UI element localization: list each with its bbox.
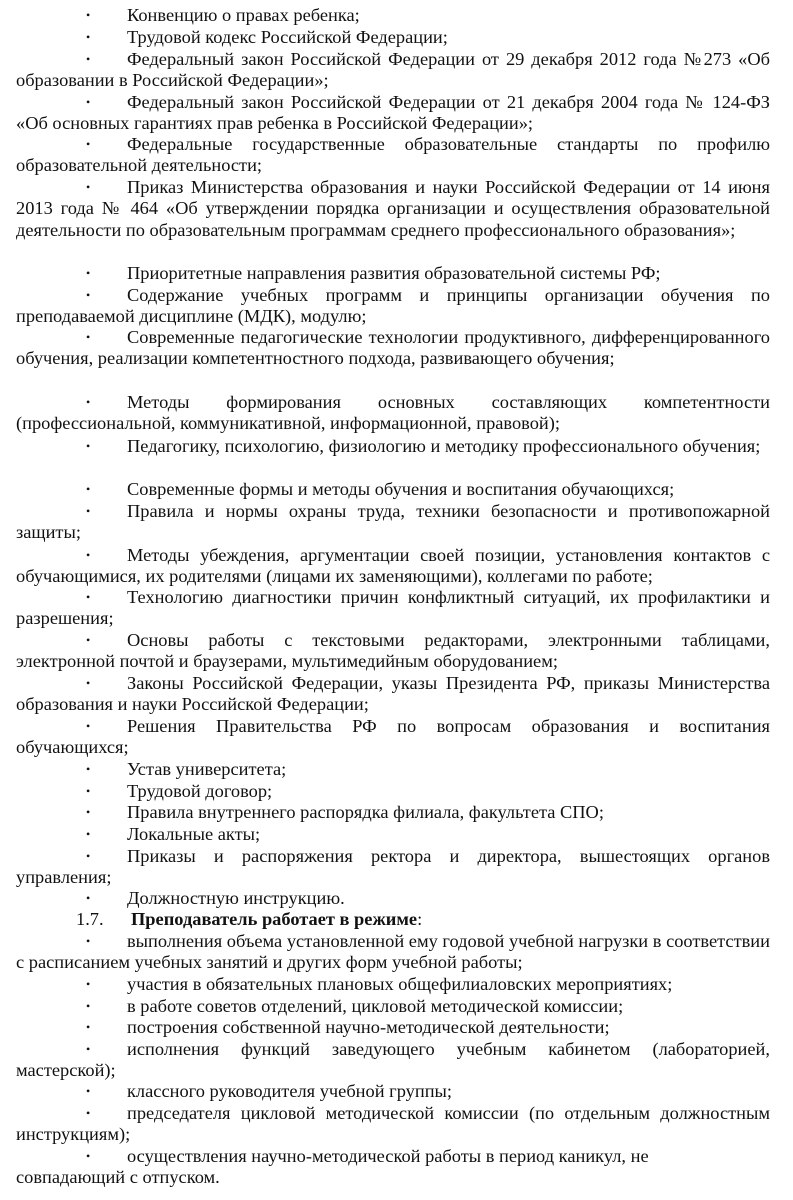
list-item [16, 802, 770, 823]
bullet-icon: • [86, 52, 91, 66]
bullet-icon: • [86, 266, 91, 280]
list-item [16, 479, 770, 500]
list-item-text: классного руководителя учебной группы; [127, 1081, 452, 1101]
bullet-icon: • [86, 1149, 91, 1163]
list-item [16, 888, 770, 909]
list-item-text: Методы формирования основных составляющих компетентности (профессиональной, коммуникативной, информационной, правовой); [16, 392, 770, 434]
bullet-icon: • [86, 590, 91, 604]
bullet-icon: • [86, 676, 91, 690]
list-item-text: Локальные акты; [127, 824, 261, 844]
list-item-text: Приказ Министерства образования и науки Российской Федерации от 14 июня 2013 года № 464 «Об утверждении порядка организации и осуществления образовательной деятельности по образовательным программам среднего профессионального образования»; [16, 177, 770, 240]
list-item-text: построения собственной научно-методической деятельности; [127, 1017, 610, 1037]
section-title: Преподаватель работает в режиме [131, 909, 418, 929]
list-item-text: Приоритетные направления развития образовательной системы РФ; [127, 263, 661, 283]
list-item-text: участия в обязательных плановых общефилиаловских мероприятиях; [127, 974, 673, 994]
list-item [16, 974, 770, 995]
list-item [16, 177, 770, 241]
bullet-icon: • [86, 891, 91, 905]
list-item-text: Устав университета; [127, 759, 287, 779]
bullet-icon: • [86, 827, 91, 841]
bullet-icon: • [86, 977, 91, 991]
list-item-text: Должностную инструкцию. [127, 888, 345, 908]
list-item [16, 931, 770, 974]
list-item [16, 5, 770, 26]
list-item-text: Федеральный закон Российской Федерации от 29 декабря 2012 года №273 «Об образовании в Российской Федерации»; [16, 49, 770, 91]
list-item [16, 846, 770, 889]
list-item [16, 673, 770, 716]
list-item-text: Правила и нормы охраны труда, техники безопасности и противопожарной защиты; [16, 501, 770, 543]
list-item [16, 1081, 770, 1102]
bullet-icon: • [86, 849, 91, 863]
list-item-text: Основы работы с текстовыми редакторами, электронными таблицами, электронной почтой и браузерами, мультимедийным оборудованием; [16, 630, 770, 672]
bullet-icon: • [86, 1042, 91, 1056]
bullet-icon: • [86, 1106, 91, 1120]
list-item-text: Законы Российской Федерации, указы Президента РФ, приказы Министерства образования и науки Российской Федерации; [16, 673, 770, 715]
list-item-text: председателя цикловой методической комиссии (по отдельным должностным инструкциям); [16, 1103, 770, 1145]
list-item [16, 996, 770, 1017]
list-item [16, 27, 770, 48]
list-item [16, 587, 770, 630]
list-item [16, 824, 770, 845]
bullet-icon: • [86, 1020, 91, 1034]
bullet-icon: • [86, 395, 91, 409]
bullet-icon: • [86, 330, 91, 344]
bullet-icon: • [86, 805, 91, 819]
list-item [16, 545, 770, 588]
list-item-text: исполнения функций заведующего учебным кабинетом (лабораторией, мастерской); [16, 1039, 770, 1081]
section-number: 1.7. [76, 909, 104, 929]
bullet-icon: • [86, 633, 91, 647]
list-item-text: осуществления научно-методической работы в период каникул, не совпадающий с отпуском. [16, 1146, 649, 1188]
bullet-icon: • [86, 180, 91, 194]
list-item [16, 1146, 716, 1189]
bullet-icon: • [86, 30, 91, 44]
list-item-text: Федеральные государственные образовательные стандарты по профилю образовательной деятельности; [16, 134, 770, 176]
bullet-icon: • [86, 999, 91, 1013]
list-item-text: Педагогику, психологию, физиологию и методику профессионального обучения; [127, 436, 761, 456]
list-item [16, 392, 770, 435]
list-item [16, 1039, 770, 1082]
bullet-icon: • [86, 439, 91, 453]
bullet-icon: • [86, 95, 91, 109]
bullet-icon: • [86, 934, 91, 948]
list-item-text: Трудовой договор; [127, 781, 273, 801]
bullet-icon: • [86, 8, 91, 22]
list-item [16, 436, 770, 457]
list-item [16, 1103, 770, 1146]
list-item-text: Правила внутреннего распорядка филиала, факультета СПО; [127, 802, 604, 822]
bullet-icon: • [86, 784, 91, 798]
section-colon: : [417, 909, 423, 929]
bullet-icon: • [86, 1084, 91, 1098]
bullet-icon: • [86, 482, 91, 496]
bullet-icon: • [86, 548, 91, 562]
list-item [16, 501, 770, 544]
list-item [16, 49, 770, 92]
list-item-text: выполнения объема установленной ему годовой учебной нагрузки в соответствии с расписанием учебных занятий и других форм учебной работы; [16, 931, 770, 973]
list-item [16, 630, 770, 673]
list-item [16, 1017, 770, 1038]
list-item-text: Конвенцию о правах ребенка; [127, 5, 360, 25]
list-item-text: в работе советов отделений, цикловой методической комиссии; [127, 996, 624, 1016]
list-item-text: Технологию диагностики причин конфликтный ситуаций, их профилактики и разрешения; [16, 587, 770, 629]
list-item-text: Приказы и распоряжения ректора и директора, вышестоящих органов управления; [16, 846, 770, 888]
list-item [16, 134, 770, 177]
list-item-text: Методы убеждения, аргументации своей позиции, установления контактов с обучающимися, их родителями (лицами их заменяющими), коллегами по работе; [16, 545, 770, 587]
list-item-text: Содержание учебных программ и принципы организации обучения по преподаваемой дисциплине (МДК), модулю; [16, 285, 770, 327]
list-item [16, 263, 770, 284]
list-item [16, 285, 770, 328]
list-item-text: Федеральный закон Российской Федерации от 21 декабря 2004 года № 124-ФЗ «Об основных гарантиях прав ребенка в Российской Федерации»; [16, 92, 770, 134]
list-item-text: Трудовой кодекс Российской Федерации; [127, 27, 448, 47]
list-item-text: Современные педагогические технологии продуктивного, дифференцированного обучения, реализации компетентностного подхода, развивающего обучения; [16, 327, 770, 369]
bullet-icon: • [86, 288, 91, 302]
list-item [16, 759, 770, 780]
bullet-icon: • [86, 762, 91, 776]
list-item [16, 716, 770, 759]
list-item [16, 92, 770, 135]
list-item-text: Решения Правительства РФ по вопросам образования и воспитания обучающихся; [16, 716, 770, 758]
section-heading [76, 909, 770, 930]
bullet-icon: • [86, 137, 91, 151]
list-item [16, 327, 770, 370]
bullet-icon: • [86, 719, 91, 733]
list-item [16, 781, 770, 802]
bullet-icon: • [86, 504, 91, 518]
list-item-text: Современные формы и методы обучения и воспитания обучающихся; [127, 479, 675, 499]
